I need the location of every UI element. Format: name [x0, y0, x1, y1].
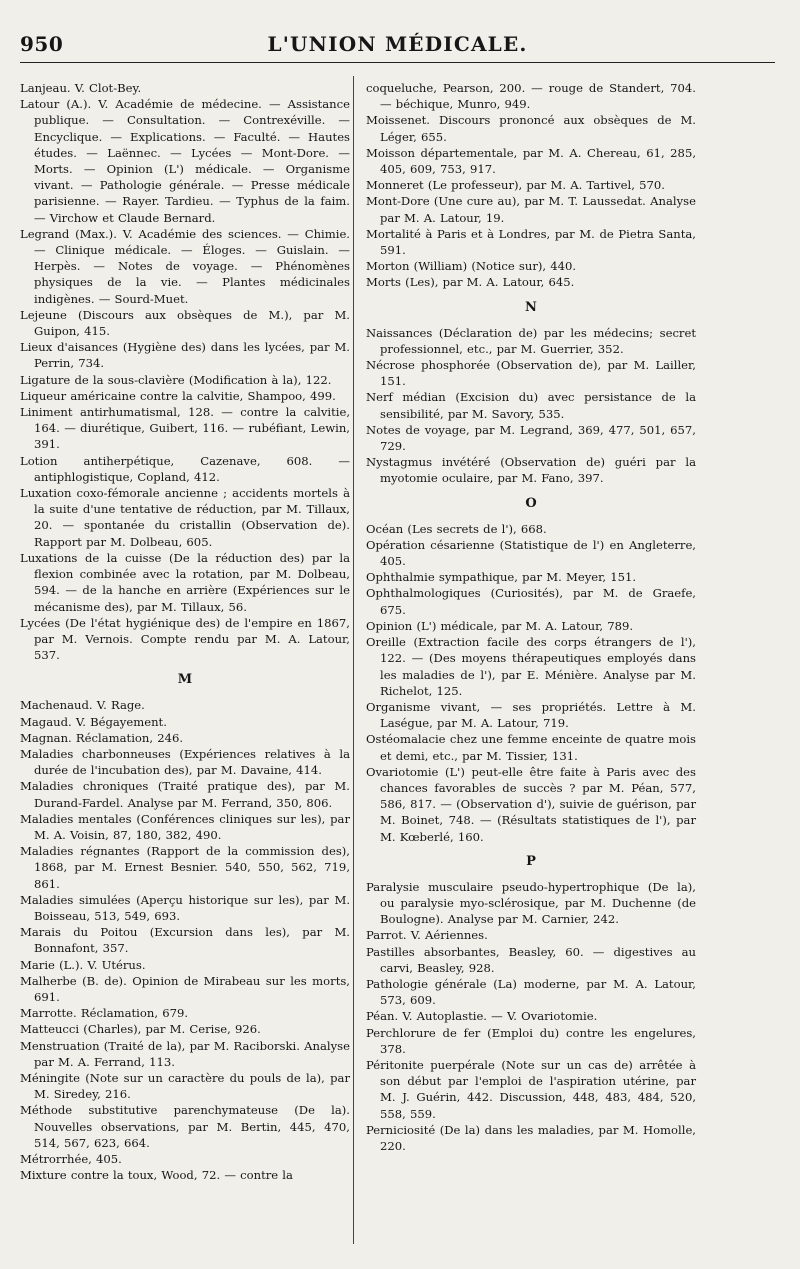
- running-title: L'UNION MÉDICALE.: [267, 32, 528, 56]
- index-entry: Lieux d'aisances (Hygiène des) dans les lycées, par M. Perrin, 734.: [20, 340, 350, 371]
- index-entry: Marie (L.). V. Utérus.: [20, 957, 146, 972]
- index-entry: Maladies mentales (Conférences cliniques sur les), par M. A. Voisin, 87, 180, 382, 490.: [20, 811, 350, 842]
- index-entry: Nystagmus invétéré (Observation de) guéri par la myotomie oculaire, par M. Fano, 397.: [366, 455, 696, 486]
- index-entry: Nécrose phosphorée (Observation de), par M. Lailler, 151.: [366, 358, 696, 389]
- column-divider: [353, 76, 354, 1244]
- index-entry: Méningite (Note sur un caractère du pouls de la), par M. Siredey, 216.: [20, 1070, 350, 1102]
- index-entry: Péan. V. Autoplastie. — V. Ovariotomie.: [366, 1009, 598, 1024]
- index-entry: Magnan. Réclamation, 246.: [20, 730, 184, 745]
- index-entry: Ophthalmie sympathique, par M. Meyer, 151.: [366, 570, 637, 585]
- page-number: 950: [20, 32, 64, 56]
- index-entry: Paralysie musculaire pseudo-hypertrophique (De la), ou paralysie myo-sclérosique, par M. Duchenne (de Boulogne). Analyse par M. Carnier, 242.: [366, 879, 696, 927]
- index-entry: Mixture contre la toux, Wood, 72. — contre la: [20, 1168, 293, 1183]
- index-entry: Morton (William) (Notice sur), 440.: [366, 259, 577, 274]
- index-entry: coqueluche, Pearson, 200. — rouge de Standert, 704. — béchique, Munro, 949.: [366, 81, 696, 112]
- index-entry: Liqueur américaine contre la calvitie, Shampoo, 499.: [20, 388, 336, 403]
- index-entry: Legrand (Max.). V. Académie des sciences. — Chimie. — Clinique médicale. — Éloges. — Guislain. — Herpès. — Notes de voyage. — Phénomènes physiques de la vie. — Plantes médicinales indigènes. — Sourd-Muet.: [20, 226, 350, 306]
- index-entry: Luxation coxo-fémorale ancienne ; accidents mortels à la suite d'une tentative de réduction, par M. Tillaux, 20. — spontanée du cristallin (Observation de). Rapport par M. Dolbeau, 605.: [20, 486, 350, 549]
- index-entry: Morts (Les), par M. A. Latour, 645.: [366, 275, 575, 290]
- index-entry: Maladies charbonneuses (Expériences relatives à la durée de l'incubation des), par M. Davaine, 414.: [20, 746, 350, 778]
- index-entry: Pathologie générale (La) moderne, par M. A. Latour, 573, 609.: [366, 976, 696, 1008]
- index-entry: Perchlorure de fer (Emploi du) contre les engelures, 378.: [366, 1025, 696, 1056]
- index-entry: Latour (A.). V. Académie de médecine. — Assistance publique. — Consultation. — Contrexéville. — Encyclique. — Explications. — Faculté. — Hautes études. — Laënnec. — Lycées — Mont-Dore. — Morts. — Opinion (L') médicale. — Organisme vivant. — Pathologie générale. — Presse médicale parisienne. — Rayer. Tardieu. — Typhus de la faim. — Virchow et Claude Bernard.: [20, 97, 350, 225]
- index-entry: Moisson départementale, par M. A. Chereau, 61, 285, 405, 609, 753, 917.: [366, 145, 696, 177]
- index-entry: Oreille (Extraction facile des corps étrangers de l'), 122. — (Des moyens thérapeutiques employés dans les maladies de l'), par E. Ménière. Analyse par M. Richelot, 125.: [366, 635, 696, 698]
- index-entry: Mortalité à Paris et à Londres, par M. de Pietra Santa, 591.: [366, 226, 696, 258]
- index-entry: Nerf médian (Excision du) avec persistance de la sensibilité, par M. Savory, 535.: [366, 390, 696, 421]
- index-entry: Liniment antirhumatismal, 128. — contre la calvitie, 164. — diurétique, Guibert, 116. — rubéfiant, Lewin, 391.: [20, 405, 350, 452]
- index-entry: Lanjeau. V. Clot-Bey.: [20, 81, 142, 95]
- index-entry: Ovariotomie (L') peut-elle être faite à Paris avec des chances favorables de succès ? par M. Péan, 577, 586, 817. — (Observation d'), suivie de guérison, par M. Boinet, 748. — (Résultats statistiques de l'), par M. Kœberlé, 160.: [366, 764, 696, 844]
- index-entry: Mont-Dore (Une cure au), par M. T. Laussedat. Analyse par M. A. Latour, 19.: [366, 194, 696, 225]
- index-entry: Ostéomalacie chez une femme enceinte de quatre mois et demi, etc., par M. Tissier, 131.: [366, 732, 696, 763]
- index-entry: Notes de voyage, par M. Legrand, 369, 477, 501, 657, 729.: [366, 422, 696, 454]
- index-entry: Organisme vivant, — ses propriétés. Lettre à M. Laségue, par M. A. Latour, 719.: [366, 699, 696, 731]
- index-entry: Lotion antiherpétique, Cazenave, 608. — antiphlogistique, Copland, 412.: [20, 453, 350, 484]
- index-entry: Magaud. V. Bégayement.: [20, 714, 167, 729]
- section-letter: M: [177, 672, 193, 688]
- index-entry: Lejeune (Discours aux obsèques de M.), par M. Guipon, 415.: [20, 307, 350, 339]
- section-letter: P: [526, 853, 536, 869]
- index-entry: Ophthalmologiques (Curiosités), par M. de Graefe, 675.: [366, 586, 696, 617]
- section-letter: O: [525, 495, 537, 511]
- index-entry: Maladies régnantes (Rapport de la commission des), 1868, par M. Ernest Besnier. 540, 550, 562, 719, 861.: [20, 844, 350, 891]
- index-entry: Ligature de la sous-clavière (Modification à la), 122.: [20, 372, 332, 387]
- index-entry: Moissenet. Discours prononcé aux obsèques de M. Léger, 655.: [366, 113, 696, 144]
- left-column: [20, 80, 350, 1183]
- index-entry: Luxations de la cuisse (De la réduction des) par la flexion combinée avec la rotation, par M. Dolbeau, 594. — de la hanche en arrière (Expériences sur le mécanisme des), par M. Tillaux, 56.: [20, 550, 350, 614]
- index-entry: Monneret (Le professeur), par M. A. Tartivel, 570.: [366, 178, 665, 193]
- index-entry: Naissances (Déclaration de) par les médecins; secret professionnel, etc., par M. Guerrier, 352.: [366, 325, 696, 356]
- index-entry: Menstruation (Traité de la), par M. Raciborski. Analyse par M. A. Ferrand, 113.: [20, 1038, 350, 1069]
- index-entry: Métrorrhée, 405.: [20, 1152, 122, 1166]
- index-entry: Marais du Poitou (Excursion dans les), par M. Bonnafont, 357.: [20, 925, 350, 956]
- index-entry: Malherbe (B. de). Opinion de Mirabeau sur les morts, 691.: [20, 973, 350, 1004]
- index-entry: Lycées (De l'état hygiénique des) de l'empire en 1867, par M. Vernois. Compte rendu par M. A. Latour, 537.: [20, 615, 350, 663]
- right-column: [366, 80, 696, 1154]
- index-entry: Opinion (L') médicale, par M. A. Latour, 789.: [366, 618, 634, 633]
- index-entry: Parrot. V. Aériennes.: [366, 928, 488, 943]
- section-letter: N: [525, 299, 537, 315]
- index-entry: Matteucci (Charles), par M. Cerise, 926.: [20, 1022, 261, 1037]
- index-entry: Méthode substitutive parenchymateuse (De la). Nouvelles observations, par M. Bertin, 445, 470, 514, 567, 623, 664.: [20, 1103, 350, 1150]
- index-entry: Maladies chroniques (Traité pratique des), par M. Durand-Fardel. Analyse par M. Ferrand, 350, 806.: [20, 779, 350, 810]
- index-entry: Maladies simulées (Aperçu historique sur les), par M. Boisseau, 513, 549, 693.: [20, 892, 350, 923]
- index-entry: Machenaud. V. Rage.: [20, 698, 145, 713]
- index-entry: Marrotte. Réclamation, 679.: [20, 1006, 189, 1021]
- index-entry: Opération césarienne (Statistique de l') en Angleterre, 405.: [366, 537, 696, 569]
- index-entry: Péritonite puerpérale (Note sur un cas de) arrêtée à son début par l'emploi de l'aspiration utérine, par M. J. Guérin, 442. Discussion, 448, 483, 484, 520, 558, 559.: [366, 1057, 696, 1121]
- index-entry: Océan (Les secrets de l'), 668.: [366, 521, 547, 536]
- page-header: [20, 28, 775, 63]
- index-entry: Pastilles absorbantes, Beasley, 60. — digestives au carvi, Beasley, 928.: [366, 944, 696, 975]
- index-entry: Perniciosité (De la) dans les maladies, par M. Homolle, 220.: [366, 1122, 696, 1153]
